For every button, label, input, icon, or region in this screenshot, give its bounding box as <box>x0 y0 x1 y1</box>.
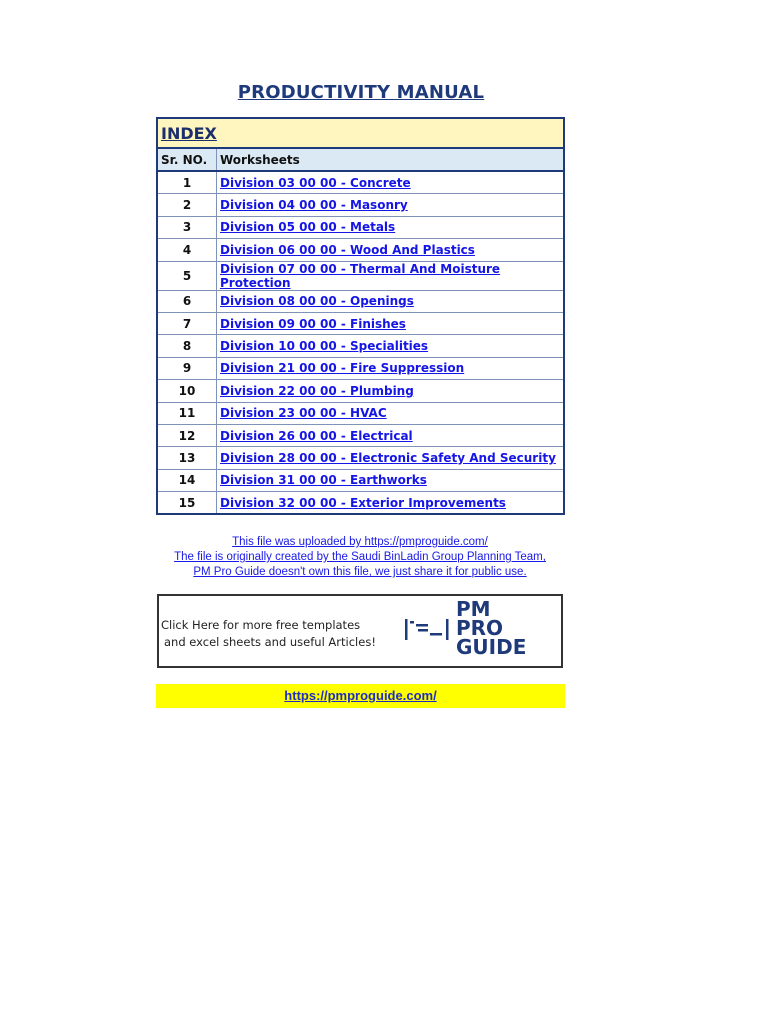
worksheet-link[interactable]: Division 31 00 00 - Earthworks <box>220 473 427 488</box>
worksheet-cell <box>217 290 565 312</box>
column-header-row <box>157 148 564 171</box>
logo-text-pro: PRO <box>456 616 504 640</box>
pm-pro-guide-logo-icon <box>404 616 450 644</box>
column-header-sr-no: Sr. NO. <box>157 148 217 171</box>
table-row <box>157 335 564 357</box>
worksheet-link[interactable]: Division 22 00 00 - Plumbing <box>220 383 414 398</box>
table-row <box>157 171 564 194</box>
worksheet-cell <box>217 216 565 238</box>
worksheet-cell <box>217 380 565 402</box>
row-number: 11 <box>157 402 217 424</box>
website-link[interactable]: https://pmproguide.com/ <box>284 688 437 703</box>
url-bar <box>156 684 565 708</box>
table-row <box>157 216 564 238</box>
notice-line-disclaimer[interactable]: PM Pro Guide doesn't own this file, we just share it for public use. <box>193 566 527 578</box>
table-row <box>157 357 564 379</box>
row-number: 2 <box>157 194 217 216</box>
table-row <box>157 194 564 216</box>
table-row <box>157 492 564 515</box>
notice-line-origin[interactable]: The file is originally created by the Saudi BinLadin Group Planning Team, <box>174 551 546 563</box>
worksheet-link[interactable]: Division 09 00 00 - Finishes <box>220 316 406 331</box>
worksheet-cell <box>217 469 565 491</box>
promo-line-1: Click Here for more free templates <box>161 618 361 632</box>
worksheet-link[interactable]: Division 04 00 00 - Masonry <box>220 198 408 213</box>
worksheet-cell <box>217 312 565 334</box>
worksheet-link[interactable]: Division 28 00 00 - Electronic Safety And Security <box>220 450 556 465</box>
table-row <box>157 290 564 312</box>
row-number: 13 <box>157 447 217 469</box>
worksheet-cell <box>217 194 565 216</box>
worksheet-cell <box>217 239 565 261</box>
index-heading: INDEX <box>157 118 564 148</box>
index-table <box>156 117 565 515</box>
table-row <box>157 239 564 261</box>
worksheet-cell <box>217 261 565 290</box>
promo-line-2: and excel sheets and useful Articles! <box>164 635 376 649</box>
worksheet-cell <box>217 171 565 194</box>
worksheet-cell <box>217 357 565 379</box>
table-row <box>157 469 564 491</box>
row-number: 15 <box>157 492 217 515</box>
row-number: 14 <box>157 469 217 491</box>
notice-line-upload[interactable]: This file was uploaded by https://pmproguide.com/ <box>232 536 488 548</box>
row-number: 6 <box>157 290 217 312</box>
worksheet-link[interactable]: Division 23 00 00 - HVAC <box>220 406 387 421</box>
column-header-worksheets: Worksheets <box>217 148 565 171</box>
worksheet-cell <box>217 424 565 446</box>
table-row <box>157 402 564 424</box>
page-title: PRODUCTIVITY MANUAL <box>237 82 485 103</box>
table-row <box>157 424 564 446</box>
index-header-row <box>157 118 564 148</box>
worksheet-link[interactable]: Division 03 00 00 - Concrete <box>220 175 411 190</box>
worksheet-link[interactable]: Division 10 00 00 - Specialities <box>220 339 429 354</box>
table-row <box>157 447 564 469</box>
worksheet-link[interactable]: Division 08 00 00 - Openings <box>220 294 414 309</box>
row-number: 10 <box>157 380 217 402</box>
worksheet-cell <box>217 335 565 357</box>
worksheet-cell <box>217 492 565 515</box>
worksheet-cell <box>217 447 565 469</box>
table-row <box>157 380 564 402</box>
row-number: 9 <box>157 357 217 379</box>
worksheet-link[interactable]: Division 26 00 00 - Electrical <box>220 428 413 443</box>
logo-text-pm: PM <box>456 597 491 621</box>
table-row <box>157 261 564 290</box>
row-number: 12 <box>157 424 217 446</box>
upload-notice <box>150 535 570 580</box>
row-number: 7 <box>157 312 217 334</box>
row-number: 4 <box>157 239 217 261</box>
logo-text-guide: GUIDE <box>456 635 527 659</box>
worksheet-cell <box>217 402 565 424</box>
worksheet-link[interactable]: Division 05 00 00 - Metals <box>220 220 396 235</box>
row-number: 5 <box>157 261 217 290</box>
row-number: 3 <box>157 216 217 238</box>
worksheet-link[interactable]: Division 07 00 00 - Thermal And Moisture Protection <box>220 261 501 290</box>
promo-banner[interactable] <box>157 594 563 668</box>
worksheet-link[interactable]: Division 32 00 00 - Exterior Improvements <box>220 495 506 510</box>
row-number: 8 <box>157 335 217 357</box>
promo-text <box>161 617 376 651</box>
worksheet-link[interactable]: Division 06 00 00 - Wood And Plastics <box>220 242 475 257</box>
worksheet-link[interactable]: Division 21 00 00 - Fire Suppression <box>220 361 465 376</box>
row-number: 1 <box>157 171 217 194</box>
table-row <box>157 312 564 334</box>
logo-wordmark <box>456 597 527 659</box>
